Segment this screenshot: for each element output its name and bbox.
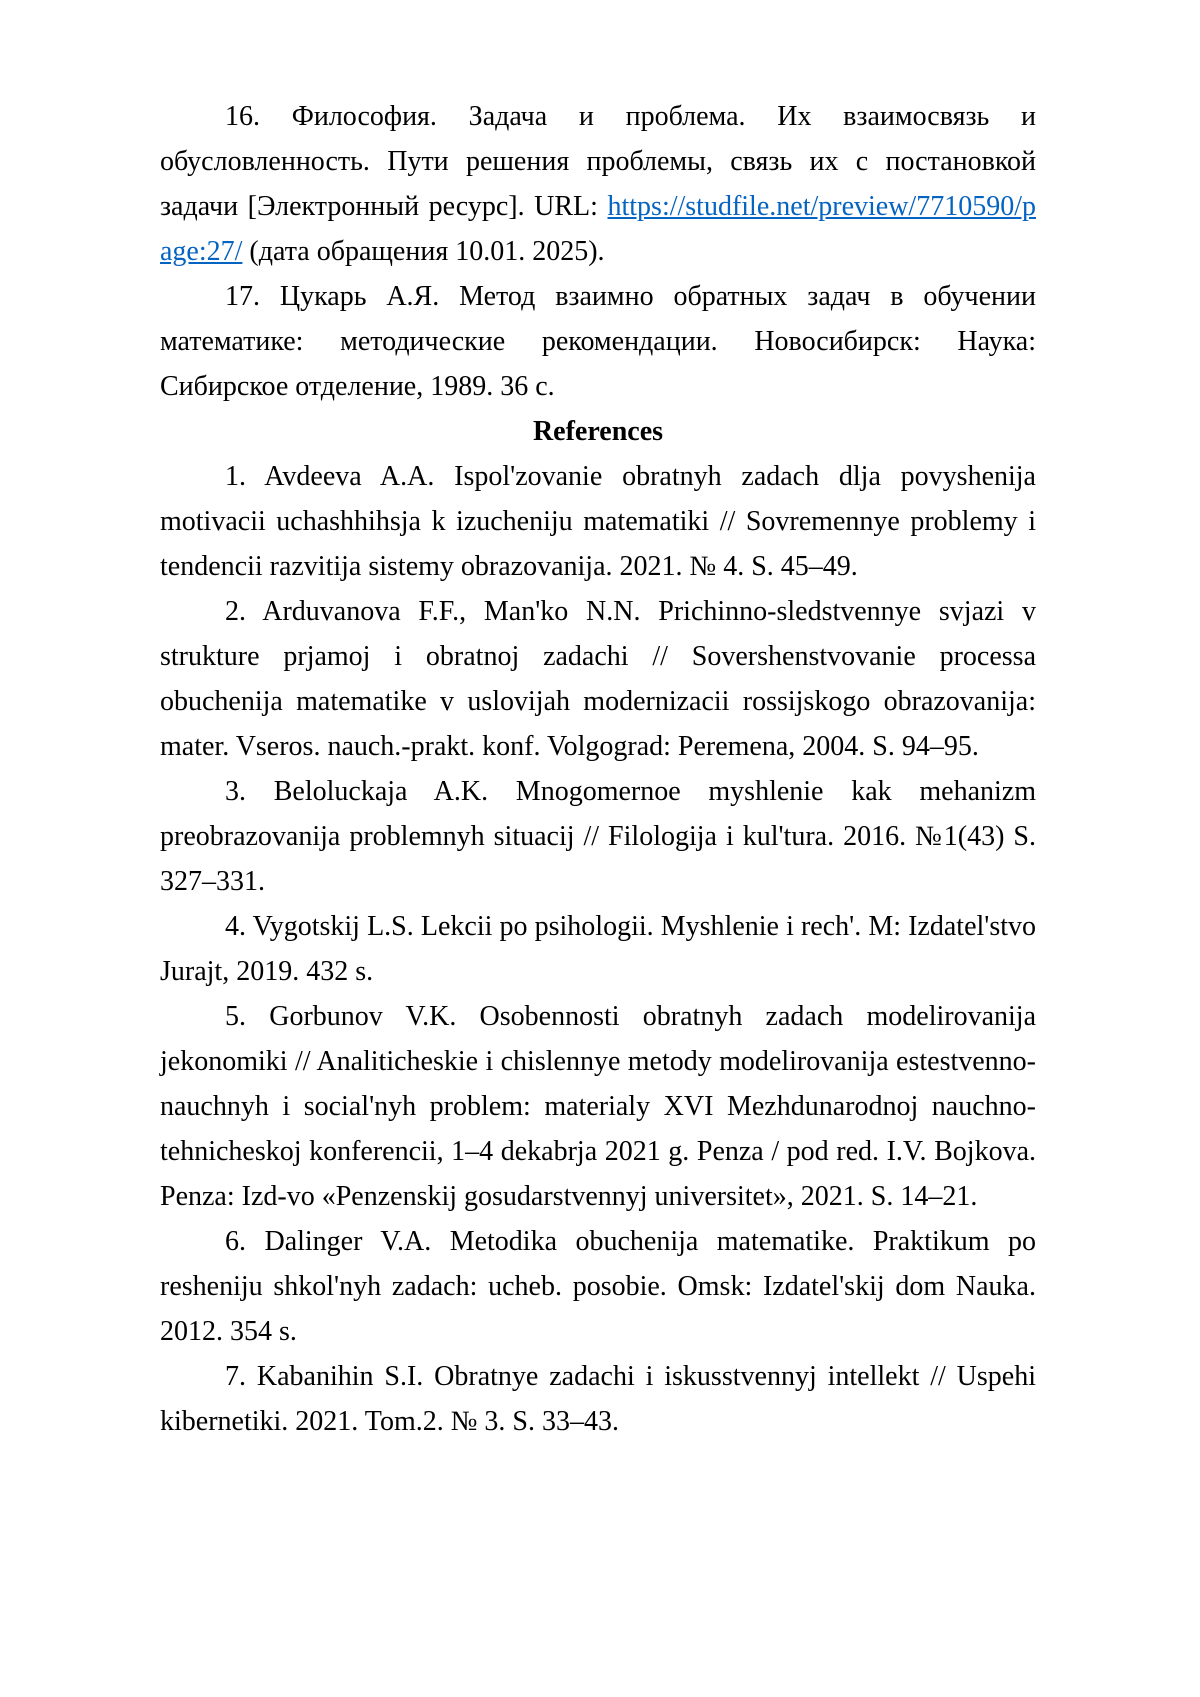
reference-item-16-text: 16. Философия. Задача и проблема. Их взаимосвязь и обусловленность. Пути решения проблемы, связь их с постановкой задачи [Электронный ресурс]. URL:: [160, 101, 1036, 222]
reference-item-en-2: 2. Arduvanova F.F., Man'ko N.N. Prichinno-sledstvennye svjazi v strukture prjamoj i obratnoj zadachi // Sovershenstvovanie processa obuchenija matematike v uslovijah modernizacii rossijskogo obrazovanija: mater. Vseros. nauch.-prakt. konf. Volgograd: Peremena, 2004. S. 94–95.: [160, 596, 1036, 762]
reference-item-en-5: 5. Gorbunov V.K. Osobennosti obratnyh zadach modelirovanija jekonomiki // Analiticheskie i chislennye metody modelirovanija estestvenno-nauchnyh i social'nyh problem: materialy XVI Mezhdunarodnoj nauchno-tehnicheskoj konferencii, 1–4 dekabrja 2021 g. Penza / pod red. I.V. Bojkova. Penza: Izd-vo «Penzenskij gosudarstvennyj universitet», 2021. S. 14–21.: [160, 1001, 1036, 1212]
reference-item-16-url-link[interactable]: https://studfile.net/preview/7710590/page:27/: [160, 191, 1036, 267]
reference-item-16-access-date: (дата обращения 10.01. 2025).: [242, 236, 605, 267]
reference-item-en-6: 6. Dalinger V.A. Metodika obuchenija matematike. Praktikum po resheniju shkol'nyh zadach: ucheb. posobie. Omsk: Izdatel'skij dom Nauka. 2012. 354 s.: [160, 1226, 1036, 1347]
reference-item-en-7: 7. Kabanihin S.I. Obratnye zadachi i iskusstvennyj intellekt // Uspehi kibernetiki. 2021. Tom.2. № 3. S. 33–43.: [160, 1361, 1036, 1437]
reference-item-en-1: 1. Avdeeva A.A. Ispol'zovanie obratnyh zadach dlja povyshenija motivacii uchashhihsja k izucheniju matematiki // Sovremennye problemy i tendencii razvitija sistemy obrazovanija. 2021. № 4. S. 45–49.: [160, 461, 1036, 582]
reference-item-en-4: 4. Vygotskij L.S. Lekcii po psihologii. Myshlenie i rech'. M: Izdatel'stvo Jurajt, 2019. 432 s.: [160, 911, 1036, 987]
reference-item-17: 17. Цукарь А.Я. Метод взаимно обратных задач в обучении математике: методические рекомендации. Новосибирск: Наука: Сибирское отделение, 1989. 36 с.: [160, 281, 1036, 402]
reference-item-en-3: 3. Beloluckaja A.K. Mnogomernoe myshlenie kak mehanizm preobrazovanija problemnyh situacij // Filologija i kul'tura. 2016. №1(43) S. 327–331.: [160, 776, 1036, 897]
reference-item-16: [160, 94, 1036, 274]
references-heading: References: [532, 416, 664, 447]
